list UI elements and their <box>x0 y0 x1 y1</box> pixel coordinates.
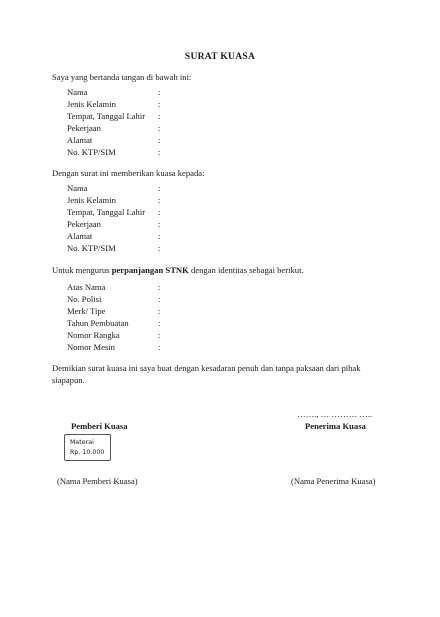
field-label: Alamat <box>67 135 93 145</box>
closing-line-1: Demikian surat kuasa ini saya buat dengan kesadaran penuh dan tanpa paksaan dari pihak <box>52 363 361 373</box>
field-colon: : <box>158 330 161 340</box>
purpose-prefix: Untuk mengurus <box>52 265 112 275</box>
field-colon: : <box>158 87 161 97</box>
field-label: Jenis Kelamin <box>67 99 116 109</box>
field-colon: : <box>158 99 161 109</box>
giver-heading: Pemberi Kuasa <box>71 421 128 431</box>
field-label: Jenis Kelamin <box>67 195 116 205</box>
field-label: Pekerjaan <box>67 219 101 229</box>
intro-receiver: Dengan surat ini memberikan kuasa kepada: <box>52 168 205 178</box>
receiver-name-placeholder: (Nama Penerima Kuasa) <box>291 476 376 486</box>
field-label: Alamat <box>67 231 93 241</box>
field-label: Pekerjaan <box>67 123 101 133</box>
purpose-suffix: dengan identitas sebagai berikut. <box>188 265 304 275</box>
purpose-sentence <box>52 265 304 275</box>
intro-giver: Saya yang bertanda tangan di bawah ini: <box>52 72 192 82</box>
field-colon: : <box>158 306 161 316</box>
field-colon: : <box>158 342 161 352</box>
field-colon: : <box>158 147 161 157</box>
field-label: Nomor Mesin <box>67 342 115 352</box>
field-colon: : <box>158 318 161 328</box>
field-colon: : <box>158 207 161 217</box>
field-colon: : <box>158 183 161 193</box>
field-colon: : <box>158 294 161 304</box>
field-colon: : <box>158 243 161 253</box>
field-colon: : <box>158 282 161 292</box>
field-colon: : <box>158 111 161 121</box>
purpose-bold: perpanjangan STNK <box>111 265 189 275</box>
field-label: No. KTP/SIM <box>67 147 116 157</box>
receiver-heading: Penerima Kuasa <box>305 421 366 431</box>
field-colon: : <box>158 135 161 145</box>
field-label: Nama <box>67 183 88 193</box>
field-label: No. KTP/SIM <box>67 243 116 253</box>
field-label: Atas Nama <box>67 282 106 292</box>
field-label: Tahun Pembuatan <box>67 318 129 328</box>
field-label: Merk/ Tipe <box>67 306 106 316</box>
closing-line-2: siapapun. <box>52 375 85 385</box>
field-colon: : <box>158 195 161 205</box>
materai-stamp-box <box>64 434 111 461</box>
field-label: Tempat, Tanggal Lahir <box>67 207 146 217</box>
giver-name-placeholder: (Nama Pemberi Kuasa) <box>57 476 138 486</box>
field-colon: : <box>158 123 161 133</box>
field-label: Nomor Rangka <box>67 330 120 340</box>
field-label: Nama <box>67 87 88 97</box>
field-label: Tempat, Tanggal Lahir <box>67 111 146 121</box>
field-label: No. Polisi <box>67 294 102 304</box>
field-colon: : <box>158 231 161 241</box>
place-date: ……., … ……… ….. <box>297 409 373 419</box>
field-colon: : <box>158 219 161 229</box>
stamp-label: Materai <box>70 439 94 446</box>
stamp-value: Rp. 10.000 <box>70 449 105 456</box>
document-title: SURAT KUASA <box>184 52 256 62</box>
